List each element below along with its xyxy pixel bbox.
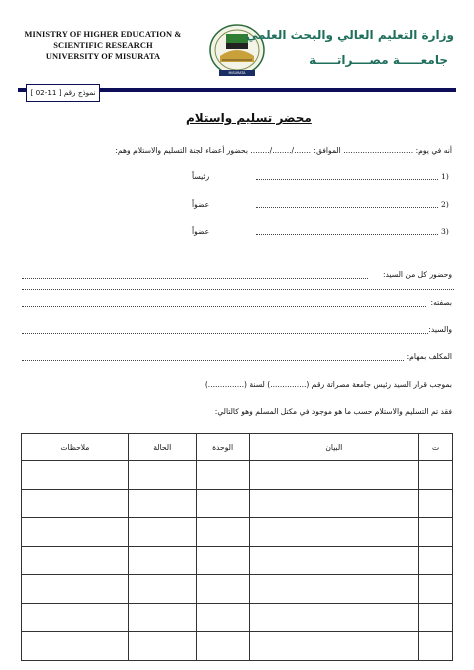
table-cell[interactable] [249,575,419,604]
table-cell[interactable] [128,632,196,661]
header-en-line: MINISTRY OF HIGHER EDUCATION & [24,30,182,39]
column-header: ملاحظات [22,434,129,461]
table-cell[interactable] [249,489,419,518]
table-cell[interactable] [22,546,129,575]
presence-line-2 [22,289,454,290]
second-person-line [22,333,428,334]
table-cell[interactable] [22,575,129,604]
header-en-line: SCIENTIFIC RESEARCH [53,41,153,50]
table-cell[interactable] [196,461,249,490]
column-header: ت [419,434,453,461]
table-header-row [22,434,453,461]
document-title: محضر تسليم واستلام [186,111,312,125]
intro-line: أنه في يوم: ............................. الموافق: ......./......../........ بحضور أعضاء لجنة التسليم والاستلام وهم: [115,146,452,155]
member-number: 2) [441,200,449,209]
table-cell[interactable] [249,603,419,632]
member-role: عضواً [192,227,210,236]
table-cell[interactable] [196,632,249,661]
table-row [22,461,453,490]
table-cell[interactable] [196,518,249,547]
table-cell[interactable] [419,546,453,575]
member-name-line [256,207,438,208]
logo-caption: MISURATA UNIVERSITY [226,71,248,81]
table-cell[interactable] [128,461,196,490]
table-cell[interactable] [419,461,453,490]
header-en-line: UNIVERSITY OF MISURATA [45,52,161,61]
table-cell[interactable] [128,603,196,632]
table-cell[interactable] [249,546,419,575]
table-cell[interactable] [128,546,196,575]
form-number-tag: نموذج رقم [ 11-02 ] [26,84,100,102]
table-cell[interactable] [419,603,453,632]
table-cell[interactable] [419,518,453,547]
table-cell[interactable] [196,546,249,575]
table-cell[interactable] [128,489,196,518]
member-role: عضواً [192,200,210,209]
table-cell[interactable] [419,575,453,604]
column-header: الوحدة [196,434,249,461]
university-name-ar: جامعـــــة مصــــراتـــــة [309,53,448,67]
assigned-line [22,360,404,361]
ministry-name-ar: وزارة التعليم العالي والبحث العلمي [245,28,454,42]
table-cell[interactable] [196,603,249,632]
table-cell[interactable] [249,632,419,661]
table-row [22,632,453,661]
table-cell[interactable] [249,461,419,490]
decision-line: بموجب قرار السيد رئيس جامعة مصراتة رقم (...............) لسنة (...............) [204,380,452,389]
table-row [22,518,453,547]
table-cell[interactable] [196,575,249,604]
member-number: 1) [441,172,449,181]
assigned-label: المكلف بمهام: [406,352,452,361]
table-cell[interactable] [128,518,196,547]
column-header: البيان [249,434,419,461]
handover-line: فقد تم التسليم والاستلام حسب ما هو موجود في مكتل المسلم وهو كالتالي: [214,407,452,416]
member-number: 3) [441,227,449,236]
table-cell[interactable] [22,603,129,632]
table-cell[interactable] [128,575,196,604]
second-person-label: والسيد: [428,325,452,334]
capacity-line [22,306,426,307]
table-row [22,546,453,575]
table-row [22,489,453,518]
table-cell[interactable] [419,632,453,661]
member-name-line [256,179,438,180]
table-row [22,603,453,632]
inventory-table [21,433,453,661]
capacity-label: بصفته: [430,298,452,307]
table-cell[interactable] [22,461,129,490]
table-cell[interactable] [419,489,453,518]
table-cell[interactable] [22,518,129,547]
table-cell[interactable] [249,518,419,547]
table-cell[interactable] [22,489,129,518]
member-role: رئيساً [192,172,210,181]
member-name-line [256,234,438,235]
table-row [22,575,453,604]
ministry-name-en [14,30,192,61]
presence-line [22,278,368,279]
table-cell[interactable] [22,632,129,661]
presence-label: وحضور كل من السيد: [382,270,452,279]
column-header: الحالة [128,434,196,461]
table-cell[interactable] [196,489,249,518]
